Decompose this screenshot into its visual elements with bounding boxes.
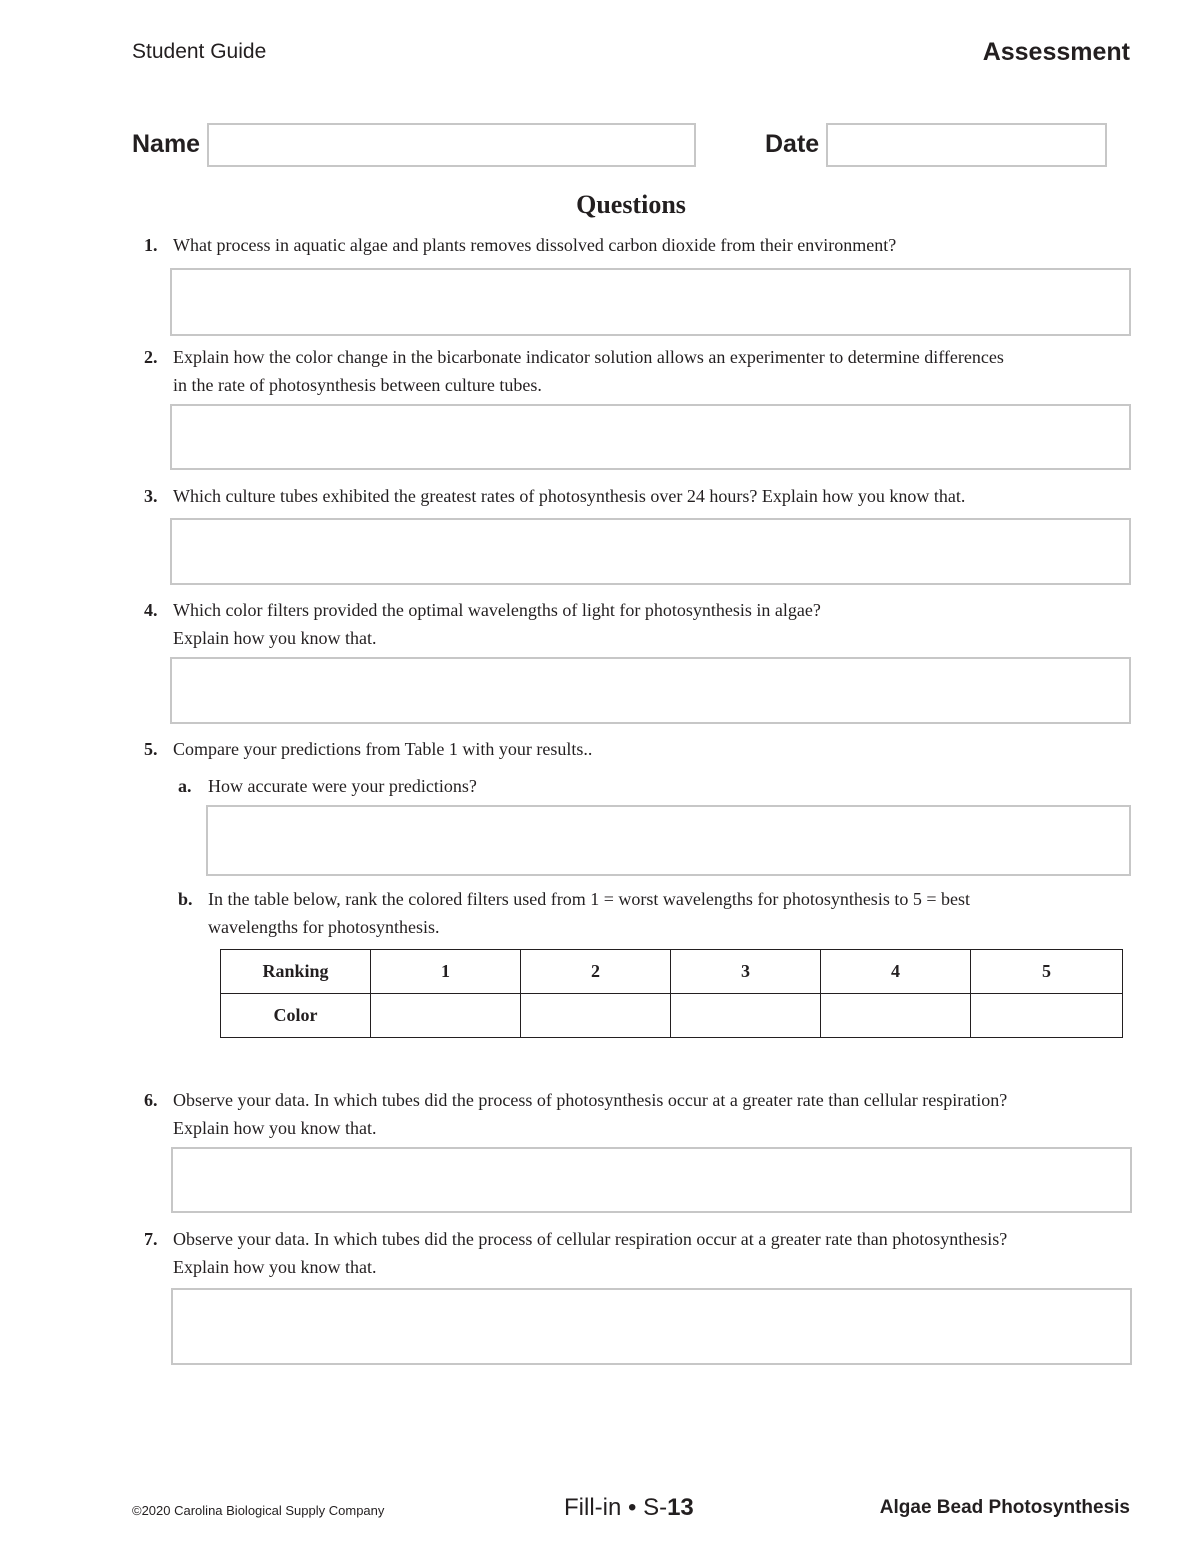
question-text-line-2: Explain how you know that. <box>173 1118 377 1138</box>
answer-box-1[interactable] <box>170 268 1131 336</box>
color-input-cell-5[interactable] <box>971 994 1123 1038</box>
date-field[interactable] <box>826 123 1107 167</box>
rank-3-cell: 3 <box>671 950 821 994</box>
subquestion-text: How accurate were your predictions? <box>208 776 477 796</box>
color-header-cell: Color <box>221 994 371 1038</box>
answer-box-5a[interactable] <box>206 805 1131 876</box>
question-number: 7. <box>144 1229 158 1249</box>
question-number: 1. <box>144 235 158 255</box>
answer-box-4[interactable] <box>170 657 1131 724</box>
subquestion-text-line-1: In the table below, rank the colored filters used from 1 = worst wavelengths for photosynthesis to 5 = best <box>208 889 970 909</box>
question-text-line-2: in the rate of photosynthesis between culture tubes. <box>173 375 542 395</box>
question-text-line-1: Which color filters provided the optimal wavelengths of light for photosynthesis in algae? <box>173 600 821 620</box>
ranking-table <box>220 949 1123 1038</box>
question-number: 5. <box>144 739 158 759</box>
answer-box-3[interactable] <box>170 518 1131 585</box>
question-text-line-1: Explain how the color change in the bicarbonate indicator solution allows an experimenter to determine differences <box>173 347 1004 367</box>
answer-box-7[interactable] <box>171 1288 1132 1365</box>
rank-2-cell: 2 <box>521 950 671 994</box>
question-text-line-2: Explain how you know that. <box>173 1257 377 1277</box>
color-input-cell-4[interactable] <box>821 994 971 1038</box>
rank-5-cell: 5 <box>971 950 1123 994</box>
guide-label: Student Guide <box>132 40 267 63</box>
color-input-cell-3[interactable] <box>671 994 821 1038</box>
question-number: 2. <box>144 347 158 367</box>
color-input-cell-2[interactable] <box>521 994 671 1038</box>
rank-1-cell: 1 <box>371 950 521 994</box>
section-label: Assessment <box>982 38 1130 66</box>
page-prefix: Fill-in • S- <box>564 1494 668 1521</box>
question-number: 6. <box>144 1090 158 1110</box>
question-number: 4. <box>144 600 158 620</box>
question-text: What process in aquatic algae and plants removes dissolved carbon dioxide from their environment? <box>173 235 897 255</box>
answer-box-6[interactable] <box>171 1147 1132 1213</box>
page-title: Questions <box>576 190 686 219</box>
subquestion-label: b. <box>178 889 193 909</box>
rank-4-cell: 4 <box>821 950 971 994</box>
question-text: Which culture tubes exhibited the greatest rates of photosynthesis over 24 hours? Explain how you know that. <box>173 486 966 506</box>
subquestion-text-line-2: wavelengths for photosynthesis. <box>208 917 440 937</box>
subquestion-label: a. <box>178 776 192 796</box>
document-title: Algae Bead Photosynthesis <box>879 1497 1130 1518</box>
question-text-line-1: Observe your data. In which tubes did the process of photosynthesis occur at a greater rate than cellular respiration? <box>173 1090 1008 1110</box>
table-row <box>221 950 1123 994</box>
name-field[interactable] <box>207 123 696 167</box>
question-number: 3. <box>144 486 158 506</box>
question-text: Compare your predictions from Table 1 with your results.. <box>173 739 593 759</box>
answer-box-2[interactable] <box>170 404 1131 470</box>
question-text-line-2: Explain how you know that. <box>173 628 377 648</box>
date-label: Date <box>765 130 820 158</box>
ranking-header-cell: Ranking <box>221 950 371 994</box>
question-text-line-1: Observe your data. In which tubes did the process of cellular respiration occur at a greater rate than photosynthesis? <box>173 1229 1008 1249</box>
name-label: Name <box>132 130 201 158</box>
page-num: 13 <box>667 1494 694 1521</box>
table-row <box>221 994 1123 1038</box>
color-input-cell-1[interactable] <box>371 994 521 1038</box>
page-number <box>564 1494 694 1522</box>
copyright: ©2020 Carolina Biological Supply Company <box>132 1503 385 1518</box>
